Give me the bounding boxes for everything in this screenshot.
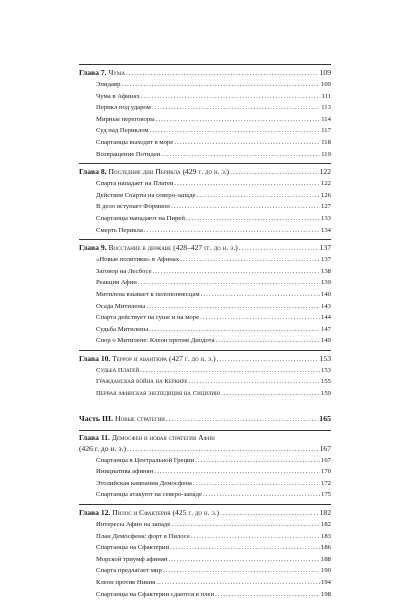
entry-title: Клеон против Никия	[96, 579, 156, 586]
entry-title: Спартанцы на Сфактерии	[96, 544, 170, 552]
dot-leader	[171, 201, 320, 212]
dot-leader	[215, 589, 320, 600]
dot-leader	[221, 388, 320, 399]
chapter-heading[interactable]	[79, 507, 331, 519]
page-number: 175	[320, 491, 331, 499]
dot-leader	[193, 478, 320, 489]
toc-entry[interactable]	[79, 225, 331, 237]
entry-title: Морской триумф афинян	[96, 555, 168, 563]
entry-title: Заговор на Лесбосе	[96, 267, 152, 275]
dot-leader	[140, 365, 320, 376]
dot-leader	[180, 254, 320, 265]
toc-entry[interactable]	[79, 554, 331, 566]
dot-leader	[174, 137, 320, 148]
chapter-12	[79, 504, 331, 600]
toc-entry[interactable]	[79, 565, 331, 577]
toc-entry[interactable]	[79, 213, 331, 225]
toc-entry[interactable]	[79, 324, 331, 336]
chapter-heading[interactable]	[79, 166, 331, 178]
toc-entry[interactable]	[79, 376, 331, 388]
chapter-title: Демосфен и новая стратегия Афин	[111, 432, 215, 442]
chapter-7	[79, 64, 331, 160]
chapter-8	[79, 163, 331, 236]
dot-leader	[146, 301, 320, 312]
entry-title: Спартанцы в Центральной Греции	[96, 456, 195, 464]
toc-entry[interactable]	[79, 519, 331, 531]
page-number: 153	[320, 366, 331, 374]
entry-title: Смерть Перикла	[96, 226, 143, 234]
entry-title: Спарта предлагает мир	[96, 567, 162, 575]
page-number: 190	[320, 567, 331, 575]
dot-leader	[153, 266, 320, 277]
entry-title: Митилена взывает к пелопоннесцам	[96, 290, 200, 298]
toc-entry[interactable]	[79, 589, 331, 601]
toc-entry[interactable]	[79, 388, 331, 400]
entry-title: Интересы Афин на западе	[96, 521, 171, 529]
chapter-label: Глава 12.	[79, 508, 111, 518]
dot-leader	[197, 190, 320, 201]
dot-leader	[171, 519, 320, 530]
toc-entry[interactable]	[79, 201, 331, 213]
entry-title: Инициатива афинян	[96, 468, 154, 476]
dot-leader	[156, 114, 321, 125]
part-title: Новые стратегии	[115, 413, 165, 423]
page-number: 172	[320, 479, 331, 487]
chapter-label: Глава 7.	[79, 68, 107, 77]
dot-leader	[163, 565, 320, 576]
toc-entry[interactable]	[79, 190, 331, 202]
dot-leader	[230, 167, 319, 178]
dot-leader	[203, 489, 320, 500]
dot-leader	[239, 243, 319, 254]
page-number: 165	[319, 413, 331, 423]
dot-leader	[150, 125, 321, 136]
entry-title: Действия Спарты на северо-западе	[96, 191, 196, 199]
chapter-10	[79, 350, 331, 400]
page-number: 138	[320, 267, 331, 275]
chapter-heading[interactable]	[79, 242, 331, 254]
page-number: 140	[320, 290, 331, 298]
dot-leader	[156, 577, 320, 588]
entry-title: Этолийская кампания Демосфена	[96, 479, 192, 487]
dot-leader	[170, 542, 320, 553]
entry-title: Мирные переговоры	[96, 115, 155, 123]
toc-entry[interactable]	[79, 489, 331, 501]
entry-title: Первая афинская экспедиция на Сицилию	[96, 390, 221, 398]
dot-leader	[168, 554, 319, 565]
entry-title: Спарта действует на суше и на море	[96, 314, 200, 322]
dot-leader	[149, 324, 320, 335]
chapter-label: Глава 10.	[79, 353, 111, 363]
chapter-title: Восстание в державе (428–427 гг. до н. э.)	[108, 243, 238, 253]
dot-leader	[216, 335, 320, 346]
dot-leader	[144, 225, 320, 236]
dot-leader	[191, 531, 320, 542]
page-number: 182	[319, 508, 331, 518]
entry-title: Спартанцы на Сфактерии сдаются в плен	[96, 590, 215, 598]
toc-entry[interactable]	[79, 365, 331, 377]
chapter-heading-continued	[79, 443, 331, 455]
entry-title: Судьба Платей	[96, 366, 139, 374]
page-number: 159	[320, 390, 331, 398]
entry-title: Реакция Афин	[96, 279, 137, 287]
toc-entry[interactable]	[79, 91, 331, 103]
page-number: 155	[320, 378, 331, 386]
dot-leader	[201, 289, 320, 300]
chapter-title: Чума	[108, 68, 125, 77]
toc-entry[interactable]	[79, 478, 331, 490]
toc-entry[interactable]	[79, 79, 331, 91]
chapter-label: Глава 9.	[79, 243, 107, 253]
entry-title: В дело вступает Формион	[96, 203, 170, 211]
page-number: 167	[319, 443, 331, 453]
chapter-9	[79, 239, 331, 347]
dot-leader	[152, 102, 320, 113]
toc-entry[interactable]	[79, 149, 331, 161]
page-number: 126	[320, 191, 331, 199]
entry-title: Спарта нападает на Платеи	[96, 180, 174, 188]
toc-entry[interactable]	[79, 277, 331, 289]
toc-entry[interactable]	[79, 335, 331, 347]
chapter-title: Последние дни Перикла (429 г. до н. э.)	[108, 167, 230, 177]
toc-entry[interactable]	[79, 542, 331, 554]
dot-leader	[175, 178, 320, 189]
page-number: 186	[320, 544, 331, 552]
page-number: 198	[320, 590, 331, 598]
entry-title: Перикл под ударом	[96, 104, 151, 112]
chapter-label: Глава 8.	[79, 167, 107, 177]
page-number: 143	[320, 302, 331, 310]
chapter-title: Террор и авантюра (427 г. до н. э.)	[112, 353, 216, 363]
page-number: 122	[319, 167, 331, 177]
chapter-label: Глава 11.	[79, 432, 110, 442]
dot-leader	[126, 68, 319, 79]
page-number: 183	[320, 532, 331, 540]
page-number: 147	[320, 325, 331, 333]
toc-entry[interactable]	[79, 178, 331, 190]
toc-entry[interactable]	[79, 266, 331, 278]
toc-entry[interactable]	[79, 125, 331, 137]
dot-leader	[200, 312, 320, 323]
entry-title: Суд над Периклом	[96, 127, 149, 135]
page-number: 118	[321, 138, 331, 146]
chapter-11	[79, 430, 331, 501]
entry-title: Чума в Афинах	[96, 92, 140, 100]
entry-title: Спартанцы выходят в море	[96, 138, 174, 146]
page-number: 109	[320, 81, 331, 88]
toc-entry[interactable]	[79, 289, 331, 301]
part-heading[interactable]	[79, 413, 331, 425]
part-label: Часть III.	[79, 413, 114, 423]
chapter-heading[interactable]	[79, 353, 331, 365]
entry-title: План Демосфена: форт в Пилосе	[96, 532, 190, 540]
entry-title: Эпидавр	[96, 81, 121, 88]
page-number: 119	[321, 150, 331, 158]
entry-title: Спартанцы атакуют на северо-западе	[96, 491, 203, 499]
page-number: 111	[321, 92, 331, 100]
toc-entry[interactable]	[79, 102, 331, 114]
entry-title: Возвращение Потидеи	[96, 150, 161, 158]
toc-entry[interactable]	[79, 301, 331, 313]
page-number: 170	[320, 468, 331, 476]
dot-leader	[166, 413, 318, 425]
page-number: 194	[320, 579, 331, 586]
page-number: 139	[320, 279, 331, 287]
page-number: 137	[319, 243, 331, 253]
toc-entry[interactable]	[79, 531, 331, 543]
entry-title: Осада Митилены	[96, 302, 146, 310]
dot-leader	[154, 466, 320, 477]
toc-entry[interactable]	[79, 455, 331, 467]
dot-leader	[127, 444, 319, 455]
page-number: 144	[320, 314, 331, 322]
dot-leader	[220, 508, 319, 519]
page-number: 113	[321, 104, 331, 112]
page-number: 127	[320, 203, 331, 211]
toc-entry[interactable]	[79, 254, 331, 266]
page-number: 137	[320, 256, 331, 264]
page-number: 153	[319, 353, 331, 363]
chapter-heading[interactable]	[79, 67, 331, 79]
page-number: 182	[320, 521, 331, 529]
entry-title: Гражданская война на Керкире	[96, 378, 188, 386]
toc-entry[interactable]	[79, 137, 331, 149]
page-number: 188	[320, 555, 331, 563]
dot-leader	[138, 277, 320, 288]
dot-leader	[217, 354, 319, 365]
page-number: 122	[320, 180, 331, 188]
dot-leader	[188, 376, 320, 387]
entry-title: Судьба Митилены	[96, 325, 149, 333]
page-number: 149	[320, 337, 331, 345]
page-number: 167	[320, 456, 331, 464]
toc-entry[interactable]	[79, 312, 331, 324]
entry-title: «Новые политики» в Афинах	[96, 256, 180, 264]
toc-entry[interactable]	[79, 466, 331, 478]
page-number: 134	[320, 226, 331, 234]
dot-leader	[186, 213, 320, 224]
toc-entry[interactable]	[79, 114, 331, 126]
chapter-title: Пилос и Сфактерия (425 г. до н. э.)	[112, 508, 220, 518]
chapter-title-continued: (426 г. до н. э.)	[79, 443, 126, 453]
entry-title: Спартанцы нападают на Пирей	[96, 214, 185, 222]
page-number: 117	[321, 127, 331, 135]
chapter-heading[interactable]	[79, 433, 331, 443]
dot-leader	[141, 91, 321, 102]
page-number: 114	[321, 115, 331, 123]
dot-leader	[121, 79, 320, 90]
entry-title: Спор о Митилене: Клеон против Диодота	[96, 337, 215, 345]
page-number: 109	[319, 68, 331, 77]
page-number: 133	[320, 214, 331, 222]
table-of-contents	[79, 64, 331, 603]
dot-leader	[161, 149, 320, 160]
dot-leader	[195, 455, 320, 466]
